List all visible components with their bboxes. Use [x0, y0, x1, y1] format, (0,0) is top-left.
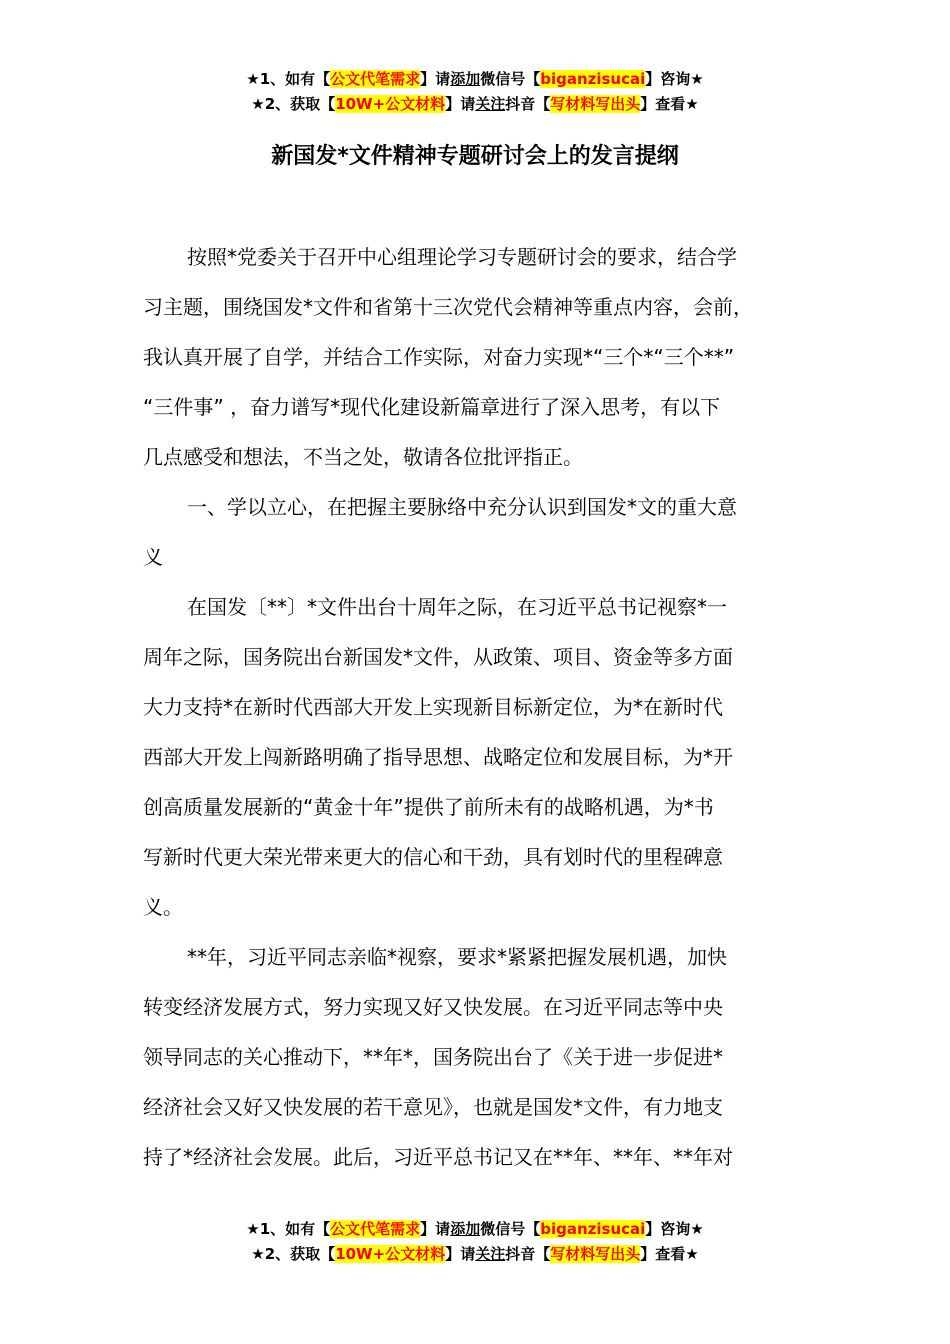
promo-highlight: 写材料写出头 — [550, 95, 641, 113]
body-line: 我认真开展了自学，并结合工作实际，对奋力实现*“三个*“三个**” — [143, 345, 735, 369]
body-line: 写新时代更大荣光带来更大的信心和干劲，具有划时代的里程碑意 — [143, 845, 723, 869]
promo-text: 】查看★ — [640, 95, 699, 113]
promo-text: 】查看★ — [640, 1245, 699, 1263]
promo-banner-top — [0, 67, 950, 117]
promo-banner-bottom — [0, 1217, 950, 1267]
section-heading-line: 义 — [143, 545, 163, 569]
body-line: 按照*党委关于召开中心组理论学习专题研讨会的要求，结合学 — [187, 245, 737, 269]
promo-text: 微信号【 — [480, 1220, 541, 1238]
document-body — [143, 232, 833, 1182]
body-line: **年，习近平同志亲临*视察，要求*紧紧把握发展机遇，加快 — [187, 945, 727, 969]
promo-line-2 — [0, 1242, 950, 1267]
promo-text: 抖音【 — [505, 1245, 551, 1263]
body-line: 领导同志的关心推动下，**年*，国务院出台了《关于进一步促进* — [143, 1045, 723, 1069]
promo-text: 】咨询★ — [645, 70, 704, 88]
body-line: 在国发〔**〕*文件出台十周年之际，在习近平总书记视察*一 — [187, 595, 727, 619]
promo-highlight: 写材料写出头 — [550, 1245, 641, 1263]
promo-line-1 — [0, 1217, 950, 1242]
body-line: 西部大开发上闯新路明确了指导思想、战略定位和发展目标，为*开 — [143, 745, 733, 769]
section-heading-line: 一、学以立心，在把握主要脉络中充分认识到国发*文的重大意 — [187, 495, 737, 519]
promo-text: ★2、获取【 — [251, 1245, 336, 1263]
body-line: 几点感受和想法，不当之处，敬请各位批评指正。 — [143, 445, 583, 469]
promo-text: ★1、如有【 — [246, 70, 331, 88]
body-line: 创高质量发展新的“黄金十年”提供了前所未有的战略机遇，为*书 — [143, 795, 714, 819]
promo-highlight: 10W+公文材料 — [335, 1245, 446, 1263]
body-line: 转变经济发展方式，努力实现又好又快发展。在习近平同志等中央 — [143, 995, 723, 1019]
promo-text: 抖音【 — [505, 95, 551, 113]
document-title: 新国发*文件精神专题研讨会上的发言提纲 — [271, 144, 679, 169]
promo-highlight: 公文代笔需求 — [330, 1220, 421, 1238]
body-line: 经济社会又好又快发展的若干意见》，也就是国发*文件，有力地支 — [143, 1095, 723, 1119]
promo-text: 】请 — [420, 70, 451, 88]
promo-highlight: 10W+公文材料 — [335, 95, 446, 113]
body-line: “三件事” ，奋力谱写*现代化建设新篇章进行了深入思考，有以下 — [143, 395, 721, 419]
promo-text: 】请 — [445, 95, 476, 113]
body-line: 义。 — [143, 895, 183, 919]
promo-underline: 关注 — [475, 95, 506, 113]
promo-text: 微信号【 — [480, 70, 541, 88]
promo-text: ★2、获取【 — [251, 95, 336, 113]
promo-highlight: biganzisucai — [540, 1220, 646, 1238]
promo-text: 】咨询★ — [645, 1220, 704, 1238]
promo-text: 】请 — [420, 1220, 451, 1238]
body-line: 大力支持*在新时代西部大开发上实现新目标新定位，为*在新时代 — [143, 695, 723, 719]
promo-text: ★1、如有【 — [246, 1220, 331, 1238]
promo-underline: 关注 — [475, 1245, 506, 1263]
body-line: 持了*经济社会发展。此后，习近平总书记又在**年、**年、**年对 — [143, 1145, 733, 1169]
promo-text: 】请 — [445, 1245, 476, 1263]
promo-highlight: biganzisucai — [540, 70, 646, 88]
body-line: 周年之际，国务院出台新国发*文件，从政策、项目、资金等多方面 — [143, 645, 733, 669]
promo-underline: 添加 — [450, 1220, 481, 1238]
promo-underline: 添加 — [450, 70, 481, 88]
promo-highlight: 公文代笔需求 — [330, 70, 421, 88]
promo-line-2 — [0, 92, 950, 117]
promo-line-1 — [0, 67, 950, 92]
body-line: 习主题，围绕国发*文件和省第十三次党代会精神等重点内容，会前， — [143, 295, 753, 319]
